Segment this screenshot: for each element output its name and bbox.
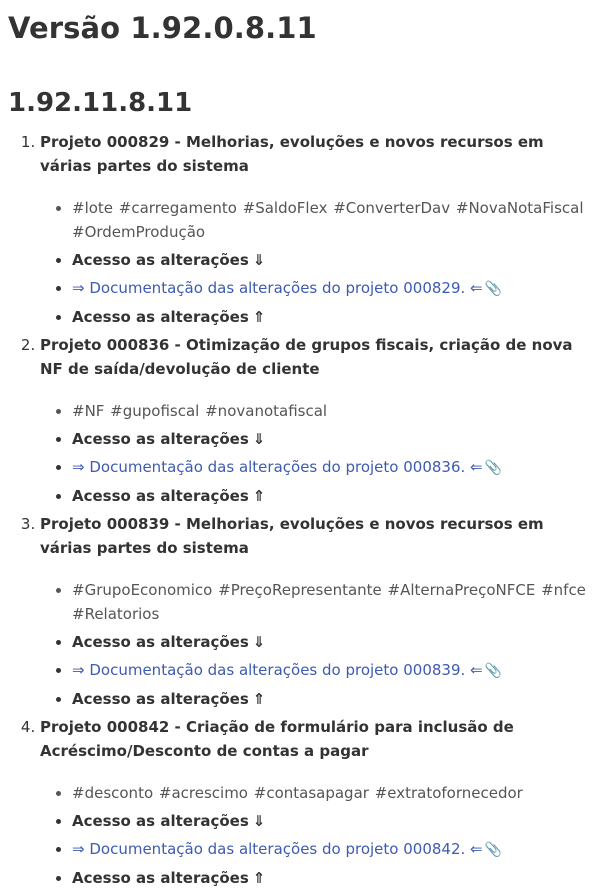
access-up-item: [72, 687, 592, 711]
access-up-item: [72, 305, 592, 329]
access-up-label: Acesso as alterações: [72, 690, 249, 708]
link-suffix-icon: ⇐: [470, 279, 483, 297]
link-suffix-icon: ⇐: [470, 661, 483, 679]
arrow-down-icon: ⇓: [252, 812, 266, 830]
access-down-item: [72, 248, 592, 272]
link-suffix-icon: ⇐: [470, 840, 483, 858]
project-item: [40, 715, 592, 890]
project-item: [40, 512, 592, 711]
link-prefix-icon: ⇒: [72, 661, 85, 679]
doc-link-text: Documentação das alterações do projeto 000842.: [89, 840, 466, 858]
arrow-up-icon: ⇑: [252, 308, 266, 326]
arrow-down-icon: ⇓: [252, 633, 266, 651]
doc-link[interactable]: [72, 840, 483, 858]
project-title: 4. Projeto 000842 - Criação de formulário para inclusão de Acréscimo/Desconto de contas a pagar: [40, 718, 514, 760]
access-down-item: [72, 427, 592, 451]
doc-link[interactable]: [72, 458, 483, 476]
doc-link-text: Documentação das alterações do projeto 000836.: [89, 458, 466, 476]
page-title: Versão 1.92.0.8.11: [8, 11, 317, 45]
link-prefix-icon: ⇒: [72, 840, 85, 858]
access-down-item: [72, 809, 592, 833]
paperclip-icon[interactable]: 📎: [484, 460, 503, 476]
doc-link-text: Documentação das alterações do projeto 000829.: [89, 279, 466, 297]
project-details: [40, 781, 592, 890]
project-tags: • #NF #gupofiscal #novanotafiscal: [72, 399, 592, 423]
section-title: 1.92.11.8.11: [8, 88, 193, 118]
access-up-label: Acesso as alterações: [72, 308, 249, 326]
doc-link-item: [72, 658, 592, 683]
paperclip-icon[interactable]: 📎: [484, 663, 503, 679]
arrow-up-icon: ⇑: [252, 487, 266, 505]
access-up-item: [72, 866, 592, 890]
paperclip-icon[interactable]: 📎: [484, 281, 503, 297]
access-down-label: Acesso as alterações: [72, 430, 249, 448]
doc-link-item: [72, 276, 592, 301]
project-item: [40, 130, 592, 329]
arrow-up-icon: ⇑: [252, 690, 266, 708]
project-details: [40, 196, 592, 329]
project-details: [40, 399, 592, 508]
access-down-item: [72, 630, 592, 654]
project-tags: • #desconto #acrescimo #contasapagar #extratofornecedor: [72, 781, 592, 805]
project-tags: • #GrupoEconomico #PreçoRepresentante #AlternaPreçoNFCE #nfce #Relatorios: [72, 578, 592, 626]
arrow-up-icon: ⇑: [252, 869, 266, 887]
doc-link[interactable]: [72, 661, 483, 679]
arrow-down-icon: ⇓: [252, 251, 266, 269]
paperclip-icon[interactable]: 📎: [484, 842, 503, 858]
access-up-label: Acesso as alterações: [72, 487, 249, 505]
project-item: [40, 333, 592, 508]
doc-link[interactable]: [72, 279, 483, 297]
access-down-label: Acesso as alterações: [72, 251, 249, 269]
project-title: 3. Projeto 000839 - Melhorias, evoluções e novos recursos em várias partes do sistema: [40, 515, 544, 557]
project-tags: • #lote #carregamento #SaldoFlex #ConverterDav #NovaNotaFiscal #OrdemProdução: [72, 196, 592, 244]
doc-link-text: Documentação das alterações do projeto 000839.: [89, 661, 466, 679]
link-prefix-icon: ⇒: [72, 458, 85, 476]
project-list: [8, 130, 592, 890]
project-details: [40, 578, 592, 711]
access-down-label: Acesso as alterações: [72, 633, 249, 651]
access-up-item: [72, 484, 592, 508]
doc-link-item: [72, 837, 592, 862]
doc-link-item: [72, 455, 592, 480]
arrow-down-icon: ⇓: [252, 430, 266, 448]
project-title: 2. Projeto 000836 - Otimização de grupos fiscais, criação de nova NF de saída/devolução de cliente: [40, 336, 573, 378]
access-down-label: Acesso as alterações: [72, 812, 249, 830]
project-title: 1. Projeto 000829 - Melhorias, evoluções e novos recursos em várias partes do sistema: [40, 133, 544, 175]
access-up-label: Acesso as alterações: [72, 869, 249, 887]
link-prefix-icon: ⇒: [72, 279, 85, 297]
link-suffix-icon: ⇐: [470, 458, 483, 476]
